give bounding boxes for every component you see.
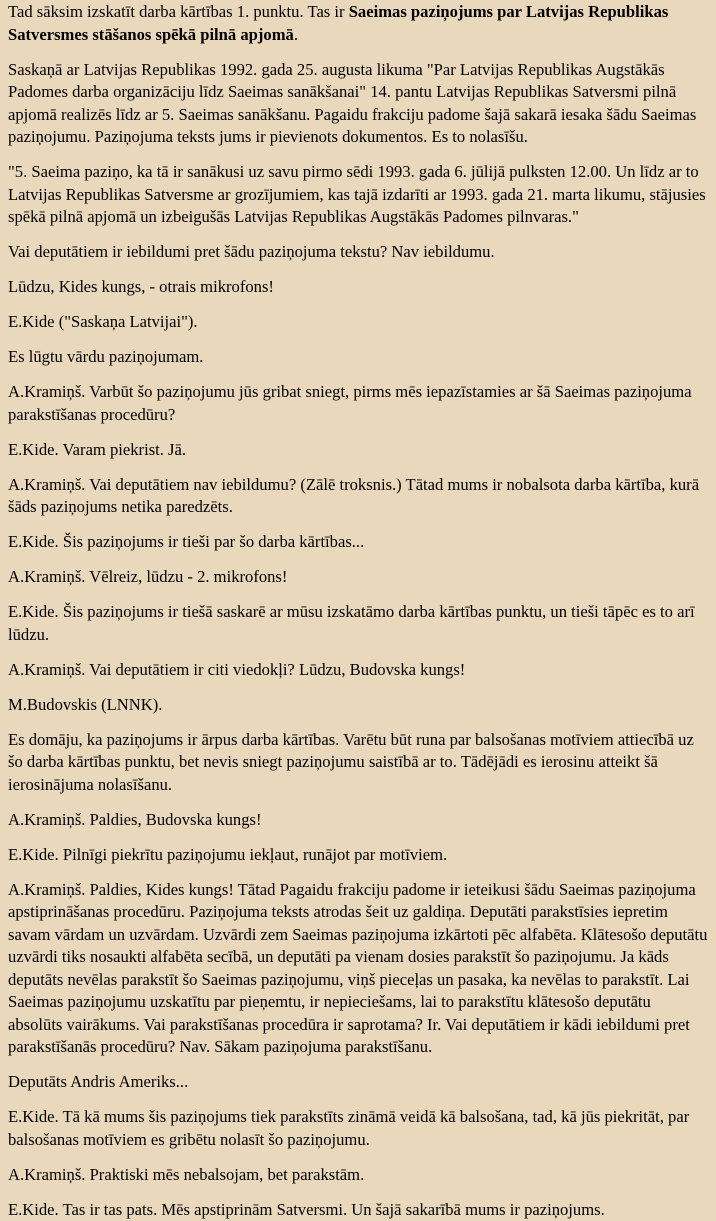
intro-text-end: . (294, 25, 298, 44)
paragraph-5: E.Kide ("Saskaņa Latvijai"). (8, 311, 708, 334)
paragraph-6: Es lūgtu vārdu paziņojumam. (8, 346, 708, 369)
agenda-item-title: Saeimas paziņojums par Latvijas Republikas Satversmes stāšanos spēkā pilnā apjomā (8, 2, 668, 44)
paragraph-13: A.Kramiņš. Vai deputātiem ir citi viedokļi? Lūdzu, Budovska kungs! (8, 659, 708, 682)
paragraph-7: A.Kramiņš. Varbūt šo paziņojumu jūs gribat sniegt, pirms mēs iepazīstamies ar šā Saeimas paziņojuma parakstīšanas procedūru? (8, 381, 708, 426)
paragraph-2: "5. Saeima paziņo, ka tā ir sanākusi uz savu pirmo sēdi 1993. gada 6. jūlijā pulksten 12.00. Un līdz ar to Latvijas Republikas Satversme ar grozījumiem, kas tajā izdarīti ar 1993. gada 21. marta likumu, stājusies spēkā pilnā apjomā un izbeigušās Latvijas Republikas Augstākās Padomes pilnvaras." (8, 161, 708, 229)
intro-paragraph (8, 1, 708, 46)
paragraph-1: Saskaņā ar Latvijas Republikas 1992. gada 25. augusta likuma "Par Latvijas Republikas Augstākās Padomes darba organizāciju līdz Saeimas sanākšanai" 14. pantu Latvijas Republikas Satversmi pilnā apjomā realizēs līdz ar 5. Saeimas sanākšanu. Pagaidu frakciju padome šajā sakarā iesaka šādu Saeimas paziņojumu. Paziņojuma teksts jums ir pievienots dokumentos. Es to nolasīšu. (8, 59, 708, 149)
paragraph-3: Vai deputātiem ir iebildumi pret šādu paziņojuma tekstu? Nav iebildumu. (8, 241, 708, 264)
paragraph-16: A.Kramiņš. Paldies, Budovska kungs! (8, 809, 708, 832)
paragraph-9: A.Kramiņš. Vai deputātiem nav iebildumu? (Zālē troksnis.) Tātad mums ir nobalsota darba kārtība, kurā šāds paziņojums netika paredzēts. (8, 474, 708, 519)
paragraph-15: Es domāju, ka paziņojums ir ārpus darba kārtības. Varētu būt runa par balsošanas motīviem attiecībā uz šo darba kārtības punktu, bet nevis sniegt paziņojumu saistībā ar to. Tādējādi es ierosinu atteikt šā ierosinājuma nolasīšanu. (8, 729, 708, 797)
paragraph-18: A.Kramiņš. Paldies, Kides kungs! Tātad Pagaidu frakciju padome ir ieteikusi šādu Saeimas paziņojuma apstiprināšanas procedūru. Paziņojuma teksts atrodas šeit uz galdiņa. Deputāti parakstīsies iepretim savam vārdam un uzvārdam. Uzvārdi zem Saeimas paziņojuma izkārtoti pēc alfabēta. Klātesošo deputātu uzvārdi tiks nosaukti alfabēta secībā, un deputāti pa vienam dosies parakstīt šo paziņojumu. Ja kāds deputāts nevēlas parakstīt šo Saeimas paziņojumu, viņš pieceļas un pasaka, ka nevēlas to parakstīt. Lai Saeimas paziņojumu uzskatītu par pieņemtu, ir nepieciešams, lai to parakstītu klātesošo deputātu absolūts vairākums. Vai parakstīšanas procedūra ir saprotama? Ir. Vai deputātiem ir kādi iebildumi pret parakstīšanās procedūru? Nav. Sākam paziņojuma parakstīšanu. (8, 879, 708, 1059)
paragraph-8: E.Kide. Varam piekrist. Jā. (8, 439, 708, 462)
paragraph-11: A.Kramiņš. Vēlreiz, lūdzu - 2. mikrofons! (8, 566, 708, 589)
paragraph-14: M.Budovskis (LNNK). (8, 694, 708, 717)
intro-text: Tad sāksim izskatīt darba kārtības 1. punktu. Tas ir (8, 2, 349, 21)
paragraph-17: E.Kide. Pilnīgi piekrītu paziņojumu iekļaut, runājot par motīviem. (8, 844, 708, 867)
paragraph-22: E.Kide. Tas ir tas pats. Mēs apstiprinām Satversmi. Un šajā sakarībā mums ir paziņojums. (8, 1199, 708, 1221)
paragraph-12: E.Kide. Šis paziņojums ir tiešā saskarē ar mūsu izskatāmo darba kārtības punktu, un tieši tāpēc es to arī lūdzu. (8, 601, 708, 646)
paragraph-21: A.Kramiņš. Praktiski mēs nebalsojam, bet parakstām. (8, 1164, 708, 1187)
paragraph-4: Lūdzu, Kides kungs, - otrais mikrofons! (8, 276, 708, 299)
paragraph-20: E.Kide. Tā kā mums šis paziņojums tiek parakstīts zināmā veidā kā balsošana, tad, kā jūs piekritāt, par balsošanas motīviem es gribētu nolasīt šo paziņojumu. (8, 1106, 708, 1151)
paragraph-10: E.Kide. Šis paziņojums ir tieši par šo darba kārtības... (8, 531, 708, 554)
paragraph-19: Deputāts Andris Ameriks... (8, 1071, 708, 1094)
